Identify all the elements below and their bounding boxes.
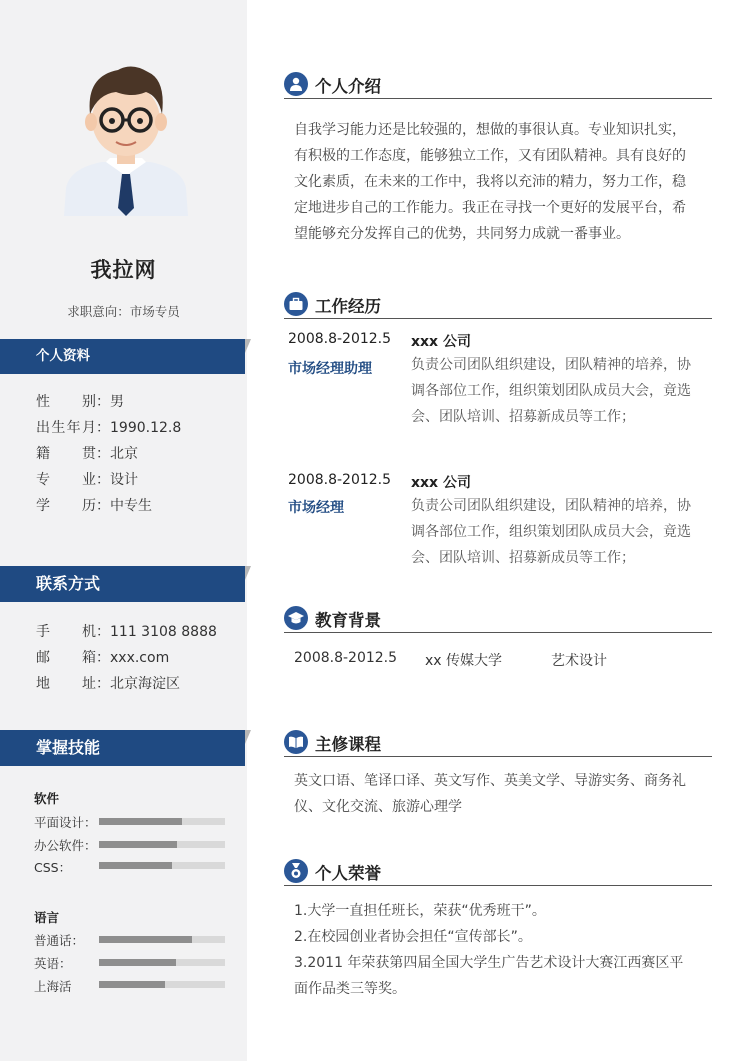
ribbon-fold <box>245 730 251 744</box>
ribbon-fold <box>245 339 251 353</box>
section-title-intro: 个人介绍 <box>315 77 381 96</box>
medal-icon <box>284 859 308 883</box>
user-icon <box>284 72 308 96</box>
section-title-contact: 联系方式 <box>36 574 101 593</box>
skill-label: CSS： <box>34 860 72 875</box>
section-title-honors: 个人荣誉 <box>315 864 381 883</box>
section-bar-skills <box>0 730 245 766</box>
skill-bar <box>99 959 225 966</box>
info-row-major: 专 业：设计 <box>36 472 138 488</box>
info-row-hometown: 籍 贯：北京 <box>36 446 138 462</box>
skill-bar-fill <box>99 981 165 988</box>
contact-row-email: 邮 箱：xxx.com <box>36 650 170 666</box>
ribbon-fold <box>245 566 251 580</box>
skill-bar <box>99 936 225 943</box>
section-header-courses <box>284 730 712 757</box>
work-date: 2008.8-2012.5 <box>288 472 392 488</box>
info-row-birth: 出生年月：1990.12.8 <box>36 420 182 436</box>
work-position: 市场经理 <box>288 500 344 516</box>
skill-bar-fill <box>99 959 176 966</box>
courses-text: 英文口语、笔译口译、英文写作、英美文学、导游实务、商务礼 仪、文化交流、旅游心理学 <box>294 773 686 815</box>
skill-label: 英语： <box>34 956 72 971</box>
book-icon <box>284 730 308 754</box>
skill-bar-fill <box>99 818 182 825</box>
briefcase-icon <box>284 292 308 316</box>
section-title-work: 工作经历 <box>315 297 381 316</box>
avatar <box>62 58 190 216</box>
skill-label: 上海活 <box>34 979 72 994</box>
skill-bar <box>99 981 225 988</box>
skill-label: 平面设计： <box>34 815 97 830</box>
section-bar-personal <box>0 339 245 374</box>
skill-bar <box>99 862 225 869</box>
skill-bar-fill <box>99 841 177 848</box>
job-intent: 求职意向：市场专员 <box>67 304 180 319</box>
education-date: 2008.8-2012.5 <box>294 650 398 666</box>
person-name: 我拉网 <box>90 258 157 282</box>
skill-bar-fill <box>99 862 172 869</box>
skill-bar-fill <box>99 936 192 943</box>
skill-group-software: 软件 <box>34 791 60 806</box>
section-title-personal: 个人资料 <box>36 348 90 364</box>
work-date: 2008.8-2012.5 <box>288 331 392 347</box>
intro-text: 自我学习能力还是比较强的，想做的事很认真。专业知识扎实， 有积极的工作态度，能够独立工作，又有团队精神。具有良好的 文化素质，在未来的工作中，我将以充沛的精力，努力工作，稳 定地进步自己的工作能力。我正在寻找一个更好的发展平台，希 望能够充分发挥自己的优势，共同努力成就一番事业。 <box>294 122 686 242</box>
info-row-education: 学 历：中专生 <box>36 498 152 514</box>
section-header-intro <box>284 72 712 99</box>
work-company: xxx 公司 <box>411 475 471 491</box>
sidebar <box>0 0 247 1061</box>
section-header-work <box>284 292 712 319</box>
work-position: 市场经理助理 <box>288 361 372 377</box>
info-row-gender: 性 别：男 <box>36 394 124 410</box>
honors-text: 1.大学一直担任班长，荣获“优秀班干”。 2.在校园创业者协会担任“宣传部长”。 3.2011 年荣获第四届全国大学生广告艺术设计大赛江西赛区平 面作品类三等奖。 <box>294 903 684 997</box>
education-major: 艺术设计 <box>551 653 607 669</box>
section-title-courses: 主修课程 <box>315 735 381 754</box>
section-header-education <box>284 606 712 633</box>
skill-group-language: 语言 <box>34 910 60 925</box>
work-description: 负责公司团队组织建设，团队精神的培养，协 调各部位工作，组织策划团队成员大会，竟选 会、团队培训、招募新成员等工作； <box>411 498 691 566</box>
education-school: xx 传媒大学 <box>425 653 503 669</box>
contact-row-phone: 手 机：111 3108 8888 <box>36 624 217 640</box>
skill-label: 办公软件： <box>34 838 97 853</box>
contact-row-address: 地 址：北京海淀区 <box>36 676 180 692</box>
skill-bar <box>99 818 225 825</box>
skill-bar <box>99 841 225 848</box>
section-title-education: 教育背景 <box>315 611 381 630</box>
work-company: xxx 公司 <box>411 334 471 350</box>
skill-label: 普通话： <box>34 933 85 948</box>
section-header-honors <box>284 859 712 886</box>
graduation-cap-icon <box>284 606 308 630</box>
section-title-skills: 掌握技能 <box>36 738 101 757</box>
section-bar-contact <box>0 566 245 602</box>
work-description: 负责公司团队组织建设，团队精神的培养，协 调各部位工作，组织策划团队成员大会，竟选 会、团队培训、招募新成员等工作； <box>411 357 691 425</box>
